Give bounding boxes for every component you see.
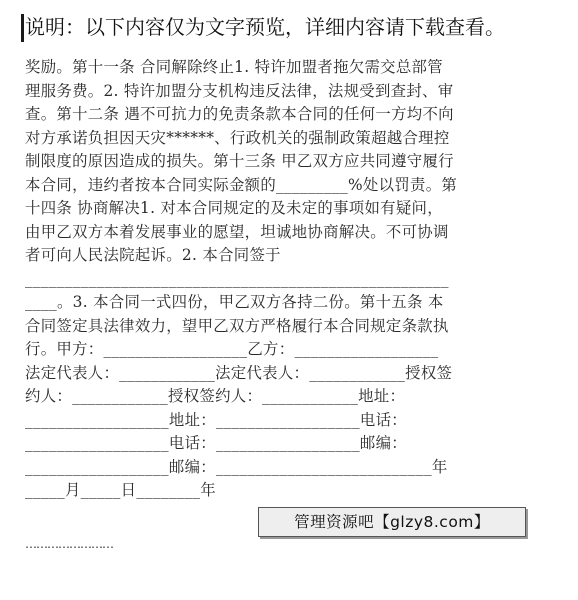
postcode-line: __________________邮编：___________________________年 xyxy=(25,457,448,476)
contract-text-body xyxy=(25,56,555,503)
text-line: 者可向人民法院起诉。2. 本合同签于 xyxy=(25,246,281,264)
address-line: __________________地址：__________________电话： xyxy=(25,410,407,429)
text-line: 本合同，违约者按本合同实际金额的_________%处以罚责。第 xyxy=(25,175,458,194)
continuation-dots: …………………… xyxy=(25,537,113,551)
text-line: 理服务费。2. 特许加盟分支机构违反法律，法规受到查封、审 xyxy=(25,81,454,100)
text-line: 合同签定具法律效力，望甲乙双方严格履行本合同规定条款执 xyxy=(25,316,449,335)
phone-line: __________________电话：__________________邮编： xyxy=(25,434,407,452)
text-cursor-bar xyxy=(21,14,24,42)
text-line: 对方承诺负担因天灾******、行政机关的强制政策超越合理控 xyxy=(25,128,450,147)
legal-representative-line: 法定代表人：____________法定代表人：____________授权签 xyxy=(25,363,453,382)
text-line: 由甲乙双方本着发展事业的愿望，坦诚地协商解决。不可协调 xyxy=(25,222,449,241)
preview-notice: 说明：以下内容仅为文字预览，详细内容请下载查看。 xyxy=(25,15,505,39)
party-names-line: 行。甲方：__________________乙方：__________________ xyxy=(25,340,439,358)
text-line: ____。3. 本合同一式四份，甲乙双方各持二份。第十五条 本 xyxy=(25,293,444,311)
text-line: 奖励。第十一条 合同解除终止1. 特许加盟者拖欠需交总部管 xyxy=(25,58,443,76)
text-line: 查。第十二条 遇不可抗力的免责条款本合同的任何一方均不向 xyxy=(25,105,454,123)
text-line: 制限度的原因造成的损失。第十三条 甲乙双方应共同遵守履行 xyxy=(25,152,454,170)
watermark-badge: 管理资源吧【glzy8.com】 xyxy=(258,507,526,537)
date-line: _____月_____日________年 xyxy=(25,481,216,499)
authorized-signatory-line: 约人：____________授权签约人：____________地址： xyxy=(25,387,406,405)
signature-blank-line: _____________________________________________________ xyxy=(25,269,449,288)
text-line: 十四条 协商解决1. 对本合同规定的及未定的事项如有疑问， xyxy=(25,199,443,217)
